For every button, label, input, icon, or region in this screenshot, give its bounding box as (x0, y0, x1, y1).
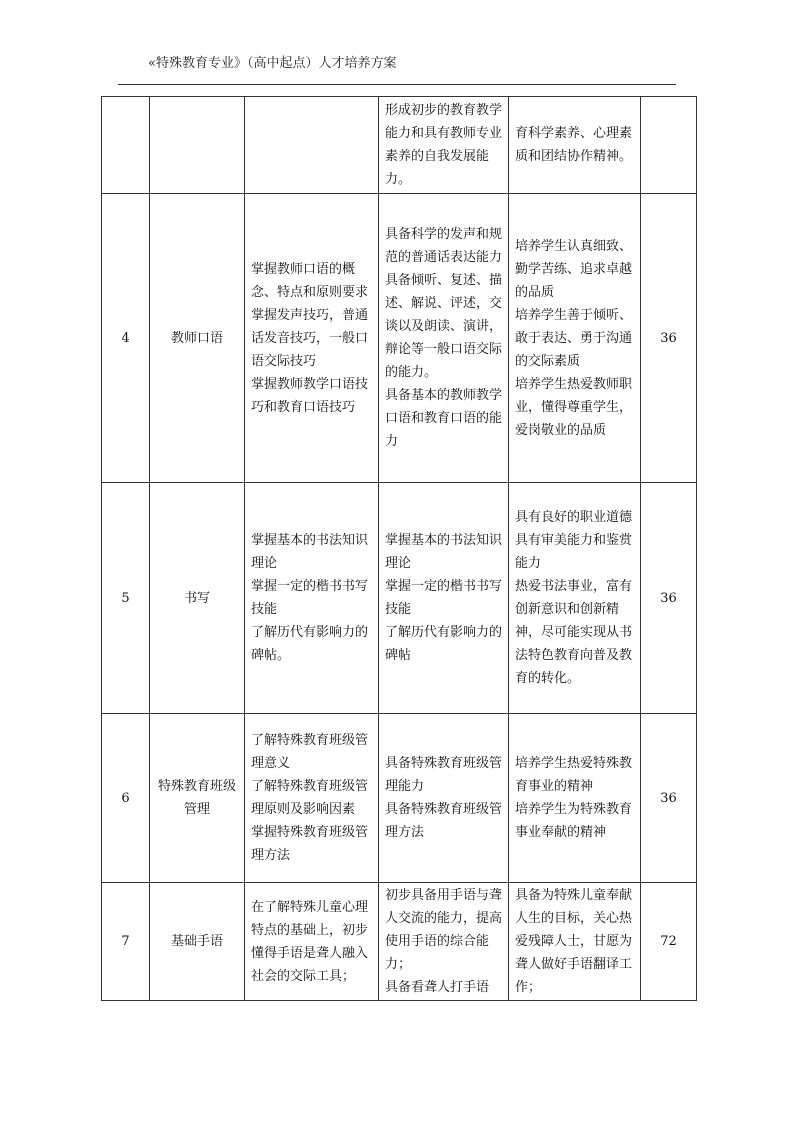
knowledge-item: 了解特殊教育班级管理意义 (251, 733, 369, 771)
header-divider (118, 84, 676, 85)
knowledge-item: 掌握基本的书法知识理论 (251, 533, 369, 571)
ability-cell (379, 883, 509, 1001)
ability-cell (379, 97, 509, 194)
knowledge-item: 掌握一定的楷书书写技能 (251, 579, 369, 617)
quality-cell (509, 483, 641, 714)
ability-item: 了解历代有影响力的碑帖 (385, 625, 503, 663)
curriculum-table (101, 96, 697, 1001)
table-row (102, 194, 697, 483)
quality-item: 热爱书法事业，富有创新意识和创新精神，尽可能实现从书法特色教育向普及教育的转化。 (515, 579, 633, 686)
course-name: 基础手语 (150, 883, 245, 1001)
knowledge-item: 了解特殊教育班级管理原则及影响因素 (251, 779, 369, 817)
quality-cell (509, 194, 641, 483)
ability-item: 具备特殊教育班级管理方法 (385, 802, 503, 840)
ability-item: 掌握基本的书法知识理论 (385, 533, 503, 571)
course-name: 特殊教育班级管理 (150, 714, 245, 883)
quality-item: 育科学素养、心理素质和团结协作精神。 (515, 126, 633, 164)
table-row (102, 883, 697, 1001)
table-row (102, 97, 697, 194)
hours-cell: 36 (641, 483, 697, 714)
knowledge-item: 掌握发声技巧，普通话发音技巧，一般口语交际技巧 (251, 307, 369, 369)
ability-item: 具备看聋人打手语 (385, 980, 490, 995)
table-row (102, 483, 697, 714)
row-number: 4 (102, 194, 150, 483)
quality-item: 培养学生认真细致、勤学苦练、追求卓越的品质 (515, 238, 633, 300)
knowledge-cell (245, 483, 379, 714)
hours-cell: 36 (641, 714, 697, 883)
table-row (102, 714, 697, 883)
ability-item: 掌握一定的楷书书写技能 (385, 579, 503, 617)
quality-item: 培养学生善于倾听、敢于表达、勇于沟通的交际素质 (515, 307, 633, 369)
hours-cell: 72 (641, 883, 697, 1001)
ability-item: 具备科学的发声和规范的普通话表达能力 (385, 227, 503, 265)
knowledge-item: 掌握教师口语的概念、特点和原则要求 (251, 261, 369, 300)
row-number: 6 (102, 714, 150, 883)
quality-cell (509, 97, 641, 194)
quality-cell (509, 714, 641, 883)
quality-item: 培养学生热爱特殊教育事业的精神 (515, 756, 633, 794)
ability-item: 形成初步的教育教学能力和具有教师专业素养的自我发展能力。 (385, 103, 503, 187)
quality-item: 具备为特殊儿童奉献人生的目标，关心热爱残障人士，甘愿为聋人做好手语翻译工作； (515, 888, 633, 995)
ability-cell (379, 483, 509, 714)
quality-item: 具有良好的职业道德 (515, 510, 633, 525)
ability-item: 具备倾听、复述、描述、解说、评述，交谈以及朗读、演讲，辩论等一般口语交际的能力。 (385, 273, 503, 380)
ability-item: 具备特殊教育班级管理能力 (385, 756, 503, 794)
knowledge-item: 掌握特殊教育班级管理方法 (251, 825, 369, 863)
knowledge-cell (245, 714, 379, 883)
course-name: 书写 (150, 483, 245, 714)
knowledge-item: 了解历代有影响力的碑帖。 (251, 625, 369, 663)
row-number: 5 (102, 483, 150, 714)
ability-cell (379, 194, 509, 483)
knowledge-cell (245, 194, 379, 483)
hours-cell: 36 (641, 194, 697, 483)
knowledge-item: 掌握教师教学口语技巧和教育口语技巧 (251, 376, 369, 415)
row-number: 7 (102, 883, 150, 1001)
quality-item: 培养学生热爱教师职业，懂得尊重学生，爱岗敬业的品质 (515, 376, 633, 438)
ability-item: 初步具备用手语与聋人交流的能力，提高使用手语的综合能力； (385, 888, 503, 972)
course-name: 教师口语 (150, 194, 245, 483)
hours-cell (641, 97, 697, 194)
page-header-title: «特殊教育专业》（高中起点）人才培养方案 (148, 56, 397, 71)
ability-item: 具备基本的教师教学口语和教育口语的能力 (385, 388, 503, 449)
knowledge-cell (245, 97, 379, 194)
ability-cell (379, 714, 509, 883)
quality-item: 培养学生为特殊教育事业奉献的精神 (515, 802, 633, 840)
quality-cell (509, 883, 641, 1001)
quality-item: 具有审美能力和鉴赏能力 (515, 533, 633, 571)
knowledge-item: 在了解特殊儿童心理特点的基础上，初步懂得手语是聋人融入社会的交际工具； (251, 899, 369, 984)
knowledge-cell (245, 883, 379, 1001)
course-name (150, 97, 245, 194)
row-number (102, 97, 150, 194)
